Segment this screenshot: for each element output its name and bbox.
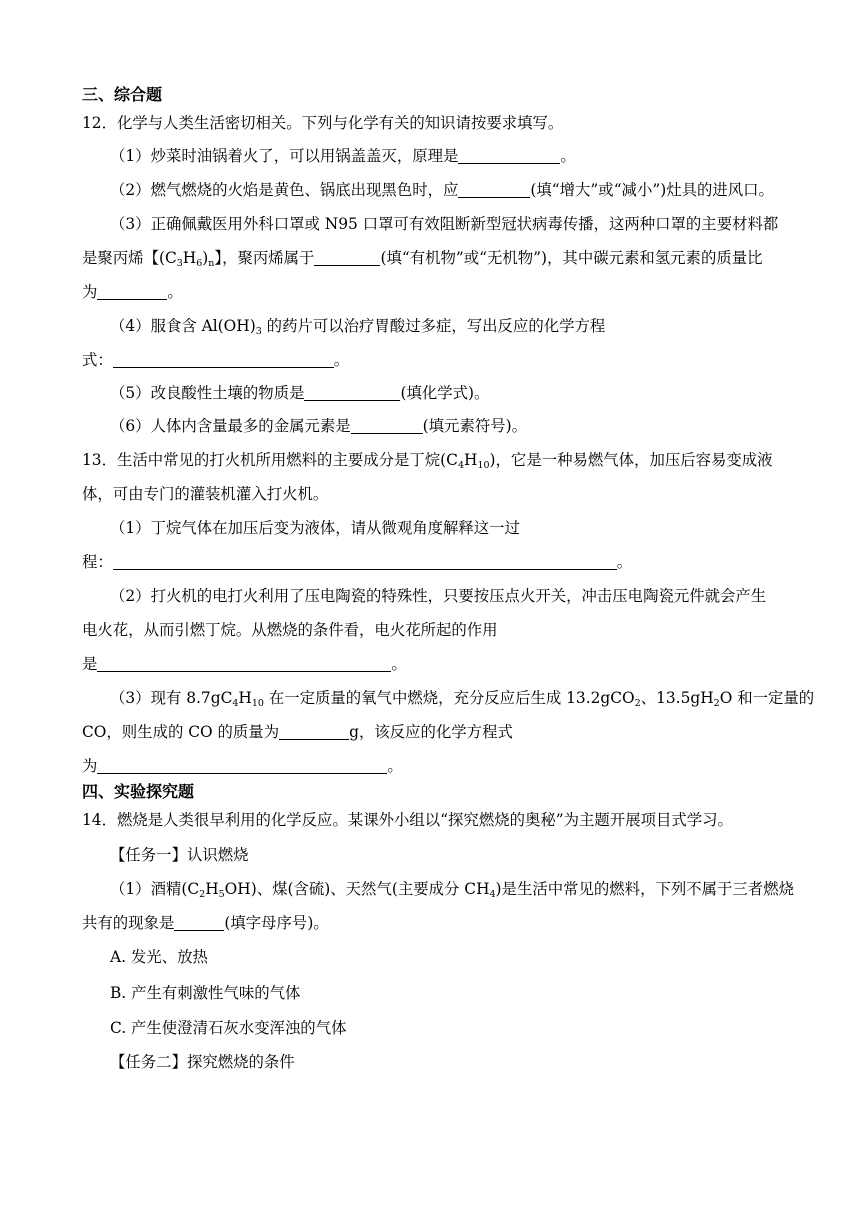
q12-part-3-line-3: [82, 282, 183, 302]
text: (填元素符号)。: [422, 417, 528, 435]
subscript: 4: [457, 460, 465, 471]
task-2-heading: 【任务二】探究燃烧的条件: [110, 1053, 295, 1071]
text: O 和一定量的: [719, 689, 815, 707]
subscript: n: [208, 258, 215, 269]
answer-blank[interactable]: [97, 758, 387, 774]
text: 为: [82, 757, 98, 775]
answer-blank[interactable]: [97, 656, 391, 672]
answer-blank[interactable]: [97, 284, 167, 300]
text: 是聚丙烯【(C: [82, 249, 177, 267]
q13-part-2-line-3: [82, 654, 407, 674]
answer-blank[interactable]: [113, 352, 334, 368]
text: 的药片可以治疗胃酸过多症，写出反应的化学方程: [261, 317, 606, 335]
text: （3）现有 8.7gC: [110, 689, 233, 707]
text: 为: [82, 283, 98, 301]
q12-part-2: [110, 180, 774, 200]
text: ): [202, 249, 209, 267]
text: 共有的现象是: [82, 914, 175, 932]
q12-p1-end: 。: [560, 147, 576, 165]
answer-blank[interactable]: [304, 385, 400, 401]
text: 式：: [82, 351, 113, 369]
text: H: [464, 451, 478, 469]
subscript: 4: [232, 698, 239, 709]
text: 】，聚丙烯属于: [214, 249, 315, 267]
question-13-line-2: 体，可由专门的灌装机灌入打火机。: [82, 485, 329, 503]
q12-p2-end: (填“增大”或“减小”)灶具的进风口。: [530, 181, 774, 199]
answer-blank[interactable]: [458, 148, 560, 164]
q12-part-3-line-1: （3）正确佩戴医用外科口罩或 N95 口罩可有效阻断新型冠状病毒传播，这两种口罩的主要材料都: [110, 215, 779, 233]
text: )，它是一种易燃气体，加压后容易变成液: [489, 451, 773, 469]
q13-part-3-line-2: [82, 722, 513, 742]
text: （6）人体内含量最多的金属元素是: [110, 417, 351, 435]
text: (填字母序号)。: [224, 914, 329, 932]
q13-part-3-line-1: [110, 688, 814, 708]
q12-part-4-line-2: [82, 350, 349, 370]
answer-blank[interactable]: [351, 418, 423, 434]
text: 。: [616, 553, 633, 571]
q12-p1-text: （1）炒菜时油锅着火了，可以用锅盖盖灭，原理是: [110, 147, 459, 165]
q13-part-1-line-2: [82, 552, 632, 572]
q13-part-2-line-1: （2）打火机的电打火利用了压电陶瓷的特殊性，只要按压点火开关，冲击压电陶瓷元件就会产生: [110, 587, 767, 605]
subscript: 4: [489, 889, 496, 900]
text: 。: [391, 655, 407, 673]
section-heading-4: 四、实验探究题: [82, 782, 195, 801]
text: H: [205, 880, 219, 898]
q13-part-3-line-3: [82, 756, 403, 776]
q13-part-2-line-2: 电火花，从而引燃丁烷。从燃烧的条件看，电火花所起的作用: [82, 621, 498, 639]
q14-part-1-line-2: [82, 913, 329, 933]
text: )是生活中常见的燃料，下列不属于三者燃烧: [495, 880, 794, 898]
subscript: 5: [218, 889, 225, 900]
text: CO，则生成的 CO 的质量为: [82, 723, 280, 741]
answer-blank[interactable]: [458, 182, 530, 198]
text: 。: [333, 351, 350, 369]
subscript: 3: [176, 258, 183, 269]
option-a: A. 发光、放热: [110, 948, 208, 966]
task-1-heading: 【任务一】认识燃烧: [110, 846, 249, 864]
text: H: [182, 249, 197, 267]
text: 是: [82, 655, 98, 673]
text: 在一定质量的氧气中燃烧，充分反应后生成 13.2gCO: [263, 689, 635, 707]
text: (填化学式)。: [400, 384, 490, 402]
text: OH)、煤(含硫)、天然气(主要成分 CH: [224, 880, 490, 898]
text: 程：: [82, 553, 113, 571]
subscript: 10: [251, 698, 264, 709]
q14-part-1-line-1: [110, 879, 794, 899]
subscript: 3: [255, 326, 262, 337]
answer-blank[interactable]: [174, 915, 224, 931]
text: （4）服食含 Al(OH): [110, 317, 256, 335]
subscript: 10: [477, 460, 490, 471]
text: g，该反应的化学方程式: [349, 723, 513, 741]
text: （5）改良酸性土壤的物质是: [110, 384, 305, 402]
q12-part-3-line-2: [82, 248, 763, 268]
text: （1）酒精(C: [110, 880, 200, 898]
q12-part-5: [110, 383, 489, 403]
q12-p2-text: （2）燃气燃烧的火焰是黄色、锅底出现黑色时，应: [110, 181, 459, 199]
subscript: 6: [196, 258, 203, 269]
option-b: B. 产生有刺激性气味的气体: [110, 984, 301, 1002]
text: 。: [167, 283, 183, 301]
text: (填“有机物”或“无机物”)，其中碳元素和氢元素的质量比: [380, 249, 763, 267]
answer-blank[interactable]: [113, 554, 617, 570]
text: 13．生活中常见的打火机所用燃料的主要成分是丁烷(C: [82, 451, 458, 469]
text: H: [238, 689, 252, 707]
question-14-stem: 14．燃烧是人类很早利用的化学反应。某课外小组以“探究燃烧的奥秘”为主题开展项目式学习。: [82, 811, 733, 829]
subscript: 2: [634, 698, 641, 709]
text: 、13.5gH: [640, 689, 714, 707]
q12-part-6: [110, 416, 527, 436]
answer-blank[interactable]: [314, 250, 380, 266]
option-c: C. 产生使澄清石灰水变浑浊的气体: [110, 1019, 347, 1037]
answer-blank[interactable]: [279, 724, 349, 740]
section-heading-3: 三、综合题: [82, 85, 163, 104]
q12-part-4-line-1: [110, 316, 605, 336]
question-13-line-1: [82, 450, 773, 470]
q12-part-1: [110, 146, 576, 166]
subscript: 2: [713, 698, 720, 709]
text: 。: [387, 757, 403, 775]
q13-part-1-line-1: （1）丁烷气体在加压后变为液体，请从微观角度解释这一过: [110, 519, 520, 537]
subscript: 2: [199, 889, 206, 900]
question-12-stem: 12．化学与人类生活密切相关。下列与化学有关的知识请按要求填写。: [82, 114, 564, 132]
